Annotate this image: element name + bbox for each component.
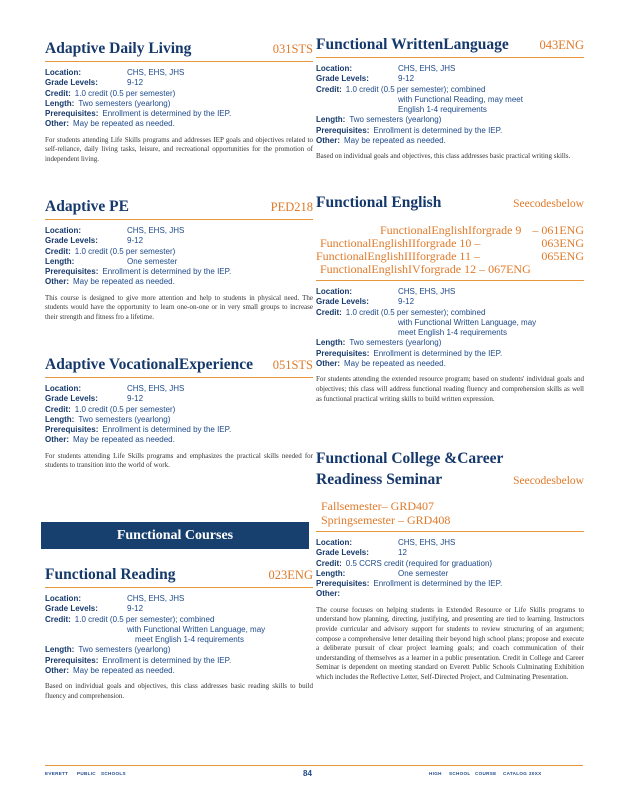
course-code: 043ENG [539,38,584,52]
course-adaptive-daily-living [45,40,313,165]
label-location: Location: [316,287,352,296]
value-length: Two semesters (yearlong) [349,338,442,348]
value-other: May be repeated as needed. [73,435,175,445]
value-credit-line3: English 1-4 requirements [398,105,487,115]
value-credit-line2: with Functional Reading, may meet [398,94,523,104]
course-title: Adaptive VocationalExperience [45,356,253,373]
subcode-name: Fallsemester– GRD407 [321,499,434,513]
value-prereq: Enrollment is determined by the IEP. [102,267,232,277]
course-description: For students attending Life Skills programs and emphasizes the practical skills needed for students to transition into the world of work. [45,451,313,470]
value-credit: 1.0 credit (0.5 per semester); combined [345,307,486,317]
subcode-list [316,499,584,532]
value-credit: 0.5 CCRS credit (required for graduation) [345,558,493,568]
label-credit: Credit: [45,246,71,256]
footer-text: HIGH [429,771,442,776]
label-grade: Grade Levels: [316,297,369,307]
course-description: Based on individual goals and objectives, this class addresses basic practical writing skills. [316,152,571,161]
subcode-name: Springsemester – GRD408 [321,513,451,527]
label-grade: Grade Levels: [45,78,98,88]
page-footer [45,765,583,778]
value-prereq: Enrollment is determined by the IEP. [373,579,503,589]
value-length: One semester [127,256,178,266]
course-code: Seecodesbelow [513,475,584,487]
label-length: Length: [45,256,75,266]
value-grade: 12 [398,548,407,558]
label-other: Other: [45,119,69,129]
course-meta [316,64,584,146]
subcode-name: FunctionalEnglishIVforgrade 12 – 067ENG [320,262,531,276]
label-prereq: Prerequisites: [45,655,99,665]
value-credit: 1.0 credit (0.5 per semester) [74,404,176,414]
subcode-code: – 061ENG [532,223,584,237]
course-header [316,36,584,58]
label-grade: Grade Levels: [316,548,369,558]
value-location: CHS, EHS, JHS [127,226,185,235]
value-grade: 9-12 [127,604,144,614]
value-length: One semester [398,568,449,578]
label-location: Location: [45,226,81,235]
course-functional-college-career-readiness [316,450,584,683]
course-code: Seecodesbelow [513,198,584,210]
footer-text: CATALOG [503,771,528,776]
label-other: Other: [45,277,69,287]
course-description: For students attending the extended resource program; based on students' individual goals and objectives; this class will address functional reading fluency and comprehension skills as well as functional practical writing skills to build written expression. [316,375,584,403]
course-meta [45,594,313,676]
value-prereq: Enrollment is determined by the IEP. [373,348,503,358]
subcode-list [316,224,584,281]
course-header [45,566,313,588]
course-code: 023ENG [268,568,313,582]
course-code: PED218 [270,200,313,214]
footer-text: EVERETT [45,771,69,776]
value-credit: 1.0 credit (0.5 per semester) [74,88,176,98]
value-length: Two semesters (yearlong) [349,115,442,125]
label-grade: Grade Levels: [45,236,98,246]
course-code: 051STS [272,358,313,372]
label-other: Other: [316,359,340,369]
label-length: Length: [45,98,75,108]
course-functional-reading [45,566,313,702]
label-prereq: Prerequisites: [45,425,99,435]
label-prereq: Prerequisites: [45,267,99,277]
value-length: Two semesters (yearlong) [78,645,171,655]
course-adaptive-pe [45,198,313,323]
label-credit: Credit: [45,88,71,98]
course-meta [45,68,313,130]
label-location: Location: [316,538,352,547]
value-credit: 1.0 credit (0.5 per semester); combined [74,614,215,624]
value-length: Two semesters (yearlong) [78,98,171,108]
course-title: Functional English [316,194,442,211]
course-functional-english [316,194,584,404]
value-credit-line3: meet English 1-4 requirements [398,328,507,338]
label-length: Length: [316,115,346,125]
label-location: Location: [45,68,81,77]
subcode-name: FunctionalEnglishIIforgrade 10 – [320,236,481,250]
value-credit-line2: with Functional Written Language, may [127,624,266,634]
value-prereq: Enrollment is determined by the IEP. [102,655,232,665]
course-header [45,40,313,62]
footer-text: COURSE [475,771,497,776]
value-other: May be repeated as needed. [344,136,446,146]
course-description: For students attending Life Skills programs and addresses IEP goals and objectives related to self-reliance, daily living tasks, leisure, and recreational opportunities for the promotion of independent living. [45,135,313,163]
label-location: Location: [316,64,352,73]
value-grade: 9-12 [398,297,415,307]
course-title: Adaptive Daily Living [45,40,192,57]
label-grade: Grade Levels: [45,394,98,404]
footer-text: 20XX [529,771,542,776]
footer-text: SCHOOLS [101,771,126,776]
label-other: Other: [45,435,69,445]
value-credit-line2: with Functional Written Language, may [398,317,537,327]
label-credit: Credit: [316,307,342,317]
footer-text: SCHOOL [449,771,471,776]
subcode-row [316,513,584,527]
value-length: Two semesters (yearlong) [78,414,171,424]
label-prereq: Prerequisites: [45,109,99,119]
course-title: Functional College &Career [316,450,504,467]
value-credit-line3: meet English 1-4 requirements [135,635,244,645]
subcode-name: FunctionalEnglishIforgrade 9 [380,223,522,237]
course-code: 031STS [272,42,313,56]
course-description: Based on individual goals and objectives, this class addresses basic reading skills to build fluency and comprehension. [45,682,313,700]
label-grade: Grade Levels: [316,74,369,84]
subcode-row [316,263,584,276]
value-location: CHS, EHS, JHS [127,68,185,77]
course-header [316,194,584,215]
value-location: CHS, EHS, JHS [127,594,185,603]
subcode-code: 065ENG [541,249,584,263]
course-header [45,198,313,220]
label-credit: Credit: [316,84,342,94]
course-meta [45,226,313,288]
value-prereq: Enrollment is determined by the IEP. [102,425,232,435]
label-prereq: Prerequisites: [316,579,370,589]
value-location: CHS, EHS, JHS [127,384,185,393]
value-credit: 1.0 credit (0.5 per semester) [74,246,176,256]
value-prereq: Enrollment is determined by the IEP. [102,109,232,119]
value-grade: 9-12 [127,394,144,404]
subcode-row [316,499,584,513]
value-grade: 9-12 [127,236,144,246]
value-other: May be repeated as needed. [73,666,175,676]
course-header [316,450,584,489]
course-header [45,356,313,378]
footer-text: PUBLIC [77,771,96,776]
value-location: CHS, EHS, JHS [398,64,456,73]
label-location: Location: [45,384,81,393]
course-meta [316,538,584,600]
course-adaptive-vocational-experience [45,356,313,471]
value-grade: 9-12 [398,74,415,84]
label-credit: Credit: [45,614,71,624]
label-grade: Grade Levels: [45,604,98,614]
label-other: Other: [316,589,340,599]
course-title: Functional Reading [45,566,176,583]
label-prereq: Prerequisites: [316,125,370,135]
label-length: Length: [45,645,75,655]
value-location: CHS, EHS, JHS [398,287,456,296]
value-location: CHS, EHS, JHS [398,538,456,547]
course-title-line2: Readiness Seminar [316,471,443,488]
value-grade: 9-12 [127,78,144,88]
label-other: Other: [45,666,69,676]
label-prereq: Prerequisites: [316,348,370,358]
course-meta [45,384,313,446]
course-title: Functional WrittenLanguage [316,36,509,53]
course-functional-written-language [316,36,584,162]
label-location: Location: [45,594,81,603]
label-length: Length: [45,414,75,424]
page-number: 84 [303,769,312,778]
label-length: Length: [316,568,346,578]
subcode-code: 063ENG [541,236,584,250]
value-credit: 1.0 credit (0.5 per semester); combined [345,84,486,94]
course-meta [316,287,584,369]
subcode-name: FunctionalEnglishIIIforgrade 11 – [316,249,480,263]
label-credit: Credit: [316,558,342,568]
value-other: May be repeated as needed. [344,359,446,369]
course-description: The course focuses on helping students in Extended Resource or Life Skills programs to understand how planning, directing, justifying, and presenting are tied to learning. Instructors provide curricular and advisory support for students to review structuring of an argument; compose a comprehensive letter detailing their beyond high school plans; propose and execute a deliberate pursuit of clear project learning goals; and coach communication of their understanding of themselves as a learner in a public presentation. Credit in College and Career Seminar is dependent on meeting standard on Everett Public Schools Culminating Exhibition which includes the Reflective Letter, Self-Directed Project, and Culminating Presentation. [316,605,584,681]
value-other: May be repeated as needed. [73,119,175,129]
course-title: Adaptive PE [45,198,129,215]
section-banner: Functional Courses [41,522,309,549]
label-other: Other: [316,136,340,146]
course-description: This course is designed to give more attention and help to students in physical need. The students would have the opportunity to learn one-on-one or in very small groups to increase their strength and fitness fro a lifetime. [45,293,313,321]
label-credit: Credit: [45,404,71,414]
label-length: Length: [316,338,346,348]
value-prereq: Enrollment is determined by the IEP. [373,125,503,135]
value-other: May be repeated as needed. [73,277,175,287]
